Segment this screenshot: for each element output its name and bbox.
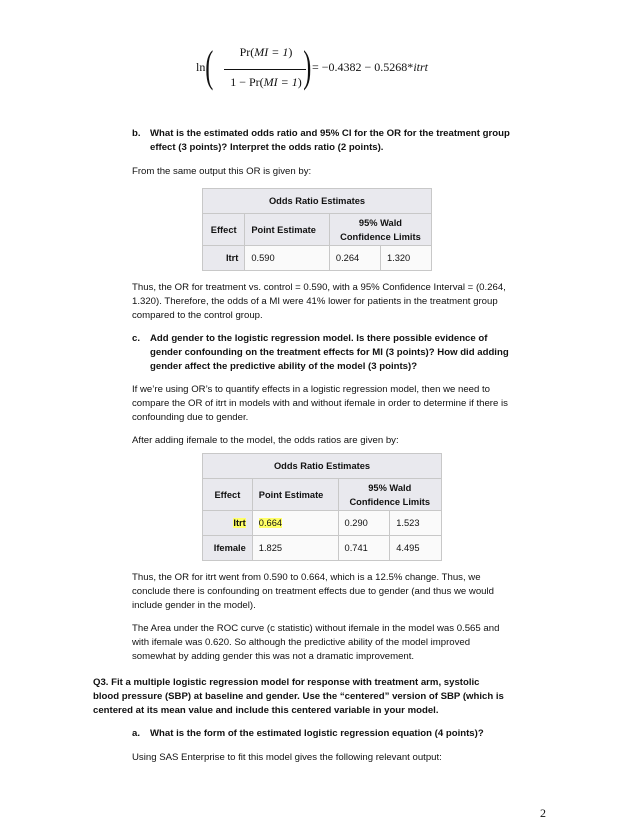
table1-row-lower: 0.264 xyxy=(329,246,380,271)
para-c4-line2: with ifemale was 0.620. So although the predictive ability of the model improved xyxy=(132,637,471,648)
table1-col-point: Point Estimate xyxy=(245,214,330,246)
para-b-line1: Thus, the OR for treatment vs. control = 0.590, with a 95% Confidence Interval = (0.264, xyxy=(132,282,506,293)
table2-col-effect: Effect xyxy=(203,479,253,511)
fraction-bar xyxy=(224,69,306,70)
q3-line1: Q3. Fit a multiple logistic regression model for response with treatment arm, systolic xyxy=(93,677,480,688)
table-row xyxy=(203,511,442,536)
table1-col-ci: 95% Wald Confidence Limits xyxy=(329,214,431,246)
table2-row2-upper: 4.495 xyxy=(390,536,442,561)
q3a-label: a. xyxy=(132,728,141,739)
question-b-intro: From the same output this OR is given by: xyxy=(132,166,312,177)
question-c-line2: gender confounding on the treatment effects for MI (3 points)? How did adding xyxy=(150,347,509,358)
table2-row1-point xyxy=(252,511,338,536)
table2-row2-lower: 0.741 xyxy=(338,536,390,561)
table2-col-point: Point Estimate xyxy=(252,479,338,511)
table1-row-upper: 1.320 xyxy=(380,246,431,271)
para-c3-line3: include gender in the model). xyxy=(132,600,256,611)
left-paren: ( xyxy=(205,42,214,91)
para-c4-line3: somewhat by adding gender this was not a dramatic improvement. xyxy=(132,651,415,662)
logit-equation xyxy=(196,42,496,96)
numerator-mi: MI = 1 xyxy=(254,45,289,59)
q3a-text: What is the form of the estimated logistic regression equation (4 points)? xyxy=(150,728,484,739)
table-row xyxy=(203,246,432,271)
denominator-mi: MI = 1 xyxy=(263,75,298,89)
equation-numerator: Pr(MI = 1) xyxy=(239,45,293,59)
table2-title: Odds Ratio Estimates xyxy=(203,454,442,479)
para-c1-line1: If we’re using OR’s to quantify effects in a logistic regression model, then we need to xyxy=(132,384,491,395)
odds-ratio-table-1 xyxy=(202,188,432,271)
table1-row-point: 0.590 xyxy=(245,246,330,271)
highlight-itrt: Itrt xyxy=(233,518,246,528)
table2-row1-effect xyxy=(203,511,253,536)
table1-row-effect: Itrt xyxy=(203,246,245,271)
odds-ratio-table-2 xyxy=(202,453,442,561)
question-b-label: b. xyxy=(132,128,141,139)
table2-col-ci: 95% Wald Confidence Limits xyxy=(338,479,441,511)
para-c2: After adding ifemale to the model, the odds ratios are given by: xyxy=(132,435,399,446)
para-b-line3: compared to the control group. xyxy=(132,310,263,321)
para-c3-line2: conclude there is confounding on treatment effects due to gender (and thus we would xyxy=(132,586,494,597)
equation-denominator: 1 − Pr(MI = 1) xyxy=(230,75,302,89)
q3-line3: centered at its mean value and include this centered variable in your model. xyxy=(93,705,439,716)
page-number: 2 xyxy=(540,806,546,820)
equation-rhs: = −0.4382 − 0.5268*itrt xyxy=(312,60,428,74)
question-b-line1: What is the estimated odds ratio and 95% CI for the OR for the treatment group xyxy=(150,128,510,139)
para-c3-line1: Thus, the OR for itrt went from 0.590 to 0.664, which is a 12.5% change. Thus, we xyxy=(132,572,481,583)
table1-col-effect: Effect xyxy=(203,214,245,246)
ln-symbol: ln xyxy=(196,60,206,74)
q3-line2: blood pressure (SBP) at baseline and gender. Use the “centered” version of SBP (which is xyxy=(93,691,504,702)
para-c1-line3: confounding due to gender. xyxy=(132,412,249,423)
para-c1-line2: compare the OR of itrt in models with and without ifemale in order to determine if there is xyxy=(132,398,508,409)
table2-row2-point: 1.825 xyxy=(252,536,338,561)
table2-row1-upper: 1.523 xyxy=(390,511,442,536)
question-c-line1: Add gender to the logistic regression model. Is there possible evidence of xyxy=(150,333,488,344)
question-b-line2: effect (3 points)? Interpret the odds ratio (2 points). xyxy=(150,142,384,153)
question-c-label: c. xyxy=(132,333,141,344)
table2-row2-effect: Ifemale xyxy=(203,536,253,561)
table1-title: Odds Ratio Estimates xyxy=(203,189,432,214)
table2-row1-lower: 0.290 xyxy=(338,511,390,536)
para-b-line2: 1.320). Therefore, the odds of a MI were 41% lower for patients in the treatment group xyxy=(132,296,498,307)
question-c-line3: gender affect the predictive ability of the model (3 points)? xyxy=(150,361,418,372)
para-c4-line1: The Area under the ROC curve (c statistic) without ifemale in the model was 0.565 and xyxy=(132,623,500,634)
highlight-point: 0.664 xyxy=(258,518,283,528)
q3a-answer: Using SAS Enterprise to fit this model gives the following relevant output: xyxy=(132,752,442,763)
table-row xyxy=(203,536,442,561)
right-paren: ) xyxy=(303,42,312,91)
